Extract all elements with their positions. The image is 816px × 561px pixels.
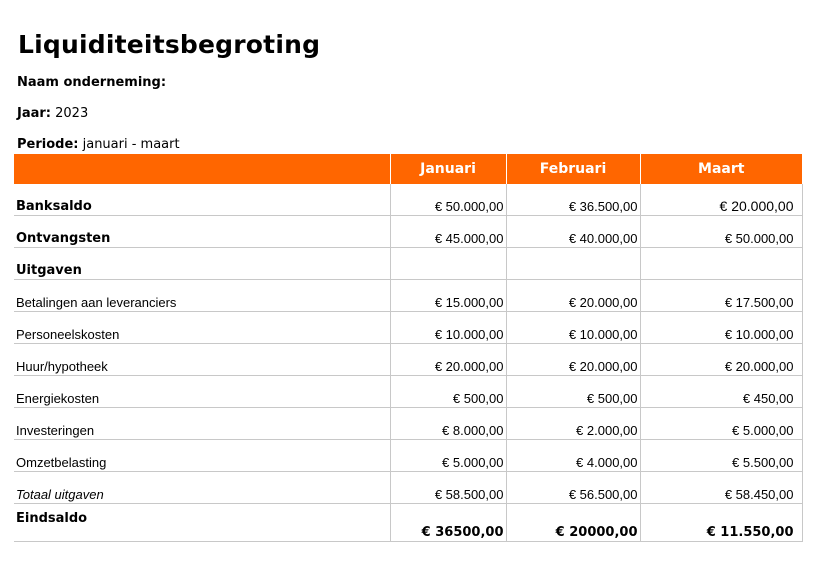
cell-maart: € 20.000,00	[640, 184, 802, 216]
row-energiekosten	[14, 376, 802, 408]
cell-januari: € 10.000,00	[390, 312, 506, 344]
year-value: 2023	[55, 106, 89, 121]
year-label: Jaar:	[17, 106, 51, 121]
cell-maart: € 5.500,00	[640, 440, 802, 472]
header-maart: Maart	[640, 154, 802, 184]
row-eindsaldo	[14, 504, 802, 542]
cell-maart: € 5.000,00	[640, 408, 802, 440]
cell-maart: € 58.450,00	[640, 472, 802, 504]
row-totaal-uitgaven	[14, 472, 802, 504]
cell-maart: € 450,00	[640, 376, 802, 408]
cell-januari: € 50.000,00	[390, 184, 506, 216]
cell-januari	[390, 248, 506, 280]
header-blank-cell	[14, 154, 390, 184]
cell-maart: € 50.000,00	[640, 216, 802, 248]
cell-januari: € 36500,00	[390, 504, 506, 542]
row-omzetbelasting	[14, 440, 802, 472]
cell-januari: € 500,00	[390, 376, 506, 408]
header-januari: Januari	[390, 154, 506, 184]
period-value: januari - maart	[82, 137, 180, 152]
table-header-row	[14, 154, 802, 184]
row-investeringen	[14, 408, 802, 440]
company-name-line	[17, 75, 166, 90]
cell-februari: € 40.000,00	[506, 216, 640, 248]
row-label: Energiekosten	[14, 376, 390, 408]
company-name-label: Naam onderneming:	[17, 75, 167, 90]
cell-maart: € 20.000,00	[640, 344, 802, 376]
cell-februari: € 500,00	[506, 376, 640, 408]
period-line	[17, 137, 180, 152]
liquidity-budget-table	[14, 154, 803, 542]
cell-januari: € 8.000,00	[390, 408, 506, 440]
row-label: Omzetbelasting	[14, 440, 390, 472]
cell-februari: € 4.000,00	[506, 440, 640, 472]
page-title: Liquiditeitsbegroting	[18, 30, 321, 59]
cell-februari: € 20.000,00	[506, 280, 640, 312]
cell-januari: € 58.500,00	[390, 472, 506, 504]
cell-januari: € 45.000,00	[390, 216, 506, 248]
row-leveranciers	[14, 280, 802, 312]
cell-januari: € 20.000,00	[390, 344, 506, 376]
period-label: Periode:	[17, 137, 79, 152]
cell-maart: € 11.550,00	[640, 504, 802, 542]
row-label: Huur/hypotheek	[14, 344, 390, 376]
cell-januari: € 5.000,00	[390, 440, 506, 472]
row-label: Ontvangsten	[14, 216, 390, 248]
row-banksaldo	[14, 184, 802, 216]
year-line	[17, 106, 88, 121]
row-label: Uitgaven	[14, 248, 390, 280]
cell-februari: € 56.500,00	[506, 472, 640, 504]
cell-februari: € 2.000,00	[506, 408, 640, 440]
row-uitgaven	[14, 248, 802, 280]
row-label: Eindsaldo	[14, 504, 390, 542]
cell-maart: € 10.000,00	[640, 312, 802, 344]
row-ontvangsten	[14, 216, 802, 248]
cell-februari: € 36.500,00	[506, 184, 640, 216]
cell-maart: € 17.500,00	[640, 280, 802, 312]
cell-februari: € 20.000,00	[506, 344, 640, 376]
cell-februari: € 20000,00	[506, 504, 640, 542]
row-label: Banksaldo	[14, 184, 390, 216]
cell-maart	[640, 248, 802, 280]
row-label: Personeelskosten	[14, 312, 390, 344]
cell-januari: € 15.000,00	[390, 280, 506, 312]
cell-februari	[506, 248, 640, 280]
row-label: Totaal uitgaven	[14, 472, 390, 504]
cell-februari: € 10.000,00	[506, 312, 640, 344]
row-label: Betalingen aan leveranciers	[14, 280, 390, 312]
row-personeelskosten	[14, 312, 802, 344]
row-label: Investeringen	[14, 408, 390, 440]
row-huur-hypotheek	[14, 344, 802, 376]
header-februari: Februari	[506, 154, 640, 184]
